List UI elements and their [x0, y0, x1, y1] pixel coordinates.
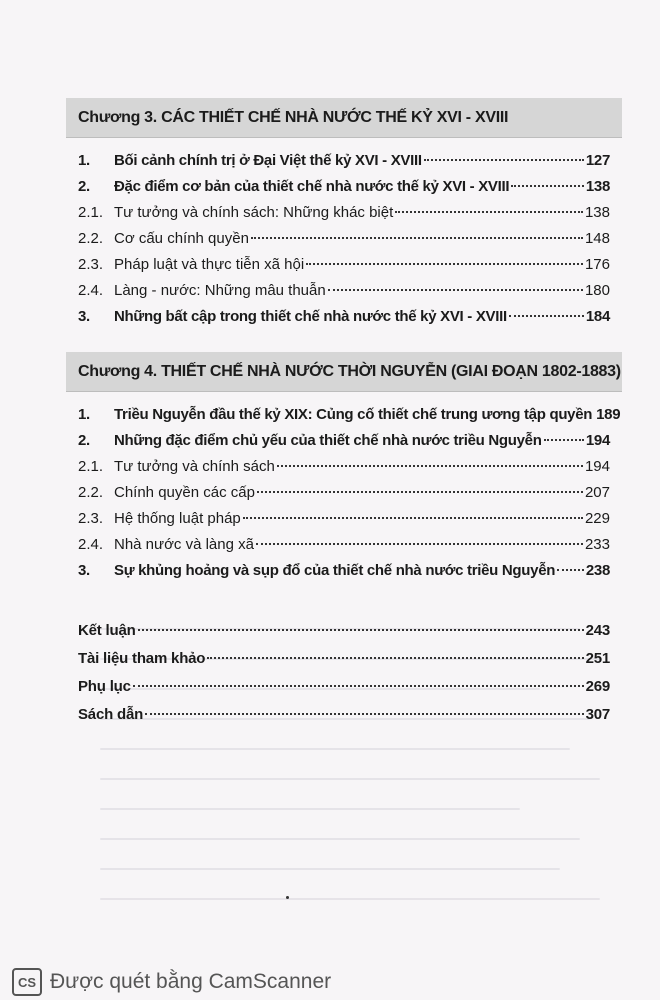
toc-entry-page: 184 — [585, 308, 610, 325]
toc-entry-title: Chính quyền các cấp — [114, 484, 255, 501]
toc-entry-number: 2.1. — [78, 204, 104, 221]
dot-leader — [207, 657, 583, 659]
toc-entry-title: Nhà nước và làng xã — [114, 536, 254, 553]
page-speck — [286, 896, 289, 899]
toc-entry-title: Những bất cập trong thiết chế nhà nước thế kỷ XVI - XVIII — [114, 308, 507, 325]
toc-entry-title: Làng - nước: Những mâu thuẫn — [114, 282, 326, 299]
toc-entry — [78, 562, 610, 588]
toc-entry — [78, 678, 610, 706]
toc-entry-title: Bối cảnh chính trị ở Đại Việt thế kỷ XVI - XVIII — [114, 152, 422, 169]
dot-leader — [395, 211, 583, 213]
toc-entry-title: Tư tưởng và chính sách: Những khác biệt — [114, 204, 394, 221]
toc-entry-page: 229 — [584, 510, 610, 527]
toc-entry-page: 180 — [584, 282, 610, 299]
dot-leader — [243, 517, 583, 519]
toc-entry-title: Tư tưởng và chính sách — [114, 458, 275, 475]
toc-entry-page: 176 — [584, 256, 610, 273]
toc-entry-title: Triều Nguyễn đầu thế kỷ XIX: Củng cố thiết chế trung ương tập quyền — [114, 406, 593, 423]
dot-leader — [133, 685, 584, 687]
toc-entry-page: 138 — [584, 204, 610, 221]
toc-entry-number: 3. — [78, 308, 90, 325]
toc-entry-number: 2.4. — [78, 536, 104, 553]
back-matter-entries — [78, 622, 610, 734]
chapter-4-entries — [78, 406, 621, 588]
camscanner-footer — [0, 964, 660, 1000]
toc-entry-number: 2.3. — [78, 510, 104, 527]
toc-entry-page: 127 — [585, 152, 610, 169]
toc-entry-page: 138 — [585, 178, 610, 195]
toc-entry — [78, 256, 610, 282]
camscanner-logo-icon: CS — [12, 968, 42, 996]
toc-entry-title: Tài liệu tham khảo — [78, 650, 206, 667]
toc-entry-title: Sách dẫn — [78, 706, 144, 723]
toc-entry — [78, 484, 610, 510]
toc-entry — [78, 152, 610, 178]
toc-entry-title: Cơ cấu chính quyền — [114, 230, 249, 247]
toc-entry-page: 148 — [584, 230, 610, 247]
toc-entry-number: 2.4. — [78, 282, 104, 299]
dot-leader — [138, 629, 584, 631]
toc-entry — [78, 308, 610, 334]
toc-entry — [78, 458, 610, 484]
dot-leader — [424, 159, 584, 161]
toc-entry-title: Pháp luật và thực tiễn xã hội — [114, 256, 305, 273]
toc-entry — [78, 432, 610, 458]
toc-entry-page: 243 — [585, 622, 610, 639]
toc-entry-title: Sự khủng hoảng và sụp đổ của thiết chế nhà nước triều Nguyễn — [114, 562, 556, 579]
toc-entry — [78, 230, 610, 256]
toc-entry-number: 2.1. — [78, 458, 104, 475]
toc-entry-number: 1. — [78, 406, 90, 423]
toc-entry-page: 269 — [585, 678, 610, 695]
dot-leader — [511, 185, 584, 187]
toc-entry-page: 233 — [584, 536, 610, 553]
toc-entry-title: Đặc điểm cơ bản của thiết chế nhà nước thế kỷ XVI - XVIII — [114, 178, 510, 195]
toc-entry-number: 2. — [78, 432, 90, 449]
dot-leader — [328, 289, 583, 291]
dot-leader — [257, 491, 583, 493]
toc-entry-number: 2.3. — [78, 256, 104, 273]
chapter-4-heading: Chương 4. THIẾT CHẾ NHÀ NƯỚC THỜI NGUYỄN (GIAI ĐOẠN 1802-1883) — [66, 352, 622, 392]
toc-entry-number: 2.2. — [78, 230, 104, 247]
dot-leader — [557, 569, 584, 571]
dot-leader — [277, 465, 583, 467]
dot-leader — [256, 543, 583, 545]
toc-entry — [78, 650, 610, 678]
toc-entry-number: 2. — [78, 178, 90, 195]
toc-entry-page: 307 — [585, 706, 610, 723]
camscanner-watermark-text: Được quét bằng CamScanner — [50, 970, 332, 993]
dot-leader — [544, 439, 584, 441]
chapter-3-entries — [78, 152, 610, 334]
toc-entry — [78, 282, 610, 308]
toc-entry-number: 1. — [78, 152, 90, 169]
toc-entry-page: 238 — [585, 562, 610, 579]
chapter-3-heading: Chương 3. CÁC THIẾT CHẾ NHÀ NƯỚC THẾ KỶ XVI - XVIII — [66, 98, 622, 138]
dot-leader — [145, 713, 583, 715]
dot-leader — [306, 263, 583, 265]
toc-entry — [78, 406, 621, 432]
toc-entry — [78, 622, 610, 650]
toc-entry-title: Phụ lục — [78, 678, 131, 695]
toc-entry-title: Những đặc điểm chủ yếu của thiết chế nhà nước triều Nguyễn — [114, 432, 542, 449]
toc-entry-number: 3. — [78, 562, 90, 579]
toc-entry-page: 194 — [584, 458, 610, 475]
toc-entry-page: 251 — [585, 650, 610, 667]
toc-entry-page: 194 — [585, 432, 610, 449]
toc-entry — [78, 178, 610, 204]
dot-leader — [251, 237, 583, 239]
toc-entry — [78, 510, 610, 536]
toc-entry-title: Hệ thống luật pháp — [114, 510, 241, 527]
toc-entry — [78, 204, 610, 230]
toc-entry — [78, 706, 610, 734]
toc-entry-page: 207 — [584, 484, 610, 501]
toc-entry-page: 189 — [596, 406, 621, 423]
toc-entry — [78, 536, 610, 562]
toc-entry-title: Kết luận — [78, 622, 136, 639]
dot-leader — [509, 315, 584, 317]
toc-entry-number: 2.2. — [78, 484, 104, 501]
